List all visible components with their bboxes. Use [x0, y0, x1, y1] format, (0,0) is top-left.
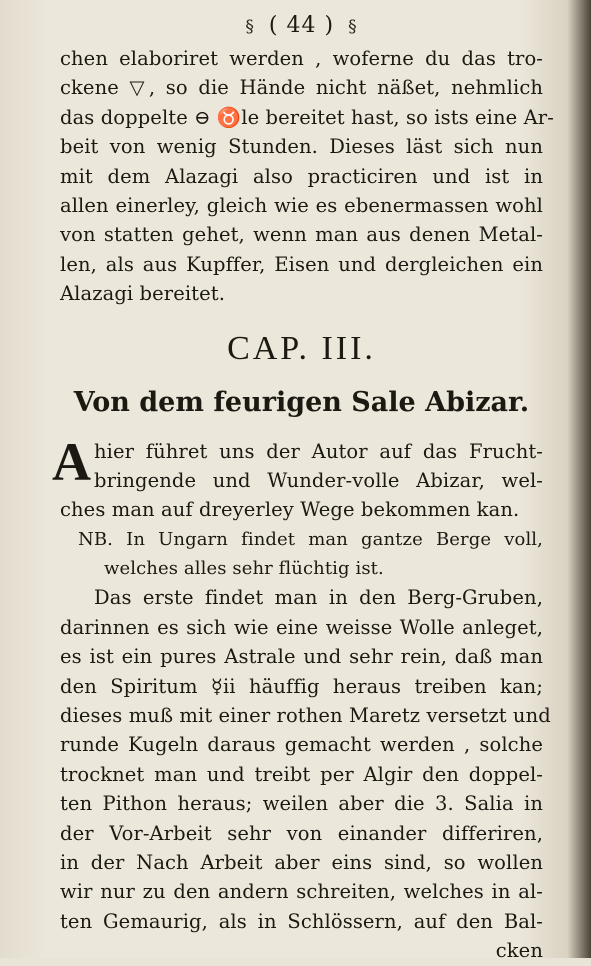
text-line: es ist ein pures Astrale und sehr rein, daß man — [60, 645, 543, 669]
text-line: Alazagi bereitet. — [60, 282, 225, 306]
chapter-heading: CAP. III. — [227, 329, 376, 367]
text-line: beit von wenig Stunden. Dieses läst sich nun — [60, 135, 543, 159]
section-title: Von dem feurigen Sale Abizar. — [73, 386, 530, 418]
text-line: mit dem Alazagi also practiciren und ist in — [60, 164, 543, 188]
text-line: wir nur zu den andern schreiten, welches in al- — [60, 880, 543, 904]
text-line: runde Kugeln daraus gemacht werden , solche — [60, 733, 543, 757]
nota-bene — [60, 525, 543, 584]
text-line: len, als aus Kupffer, Eisen und dergleichen ein — [60, 252, 543, 276]
catchword: cken — [495, 939, 543, 963]
top-paragraph — [60, 44, 554, 309]
text-line: den Spiritum ☿ii häuffig heraus treiben kan; — [60, 674, 543, 698]
text-line: von statten gehet, wenn man aus denen Metal- — [60, 223, 543, 247]
ornament-left: § — [245, 17, 255, 37]
nb-line: welches alles sehr flüchtig ist. — [104, 558, 384, 580]
first-paragraph — [52, 431, 543, 525]
text-line: ten Pithon heraus; weilen aber die 3. Salia in — [60, 792, 543, 816]
ornament-right: § — [348, 17, 358, 37]
text-line: dieses muß mit einer rothen Maretz versetzt und — [60, 704, 551, 728]
text-line: ckene ▽, so die Hände nicht näßet, nehmlich — [60, 76, 543, 100]
text-line: der Vor-Arbeit sehr von einander differiren, — [60, 821, 543, 845]
text-line: Das erste findet man in den Berg-Gruben, — [94, 586, 543, 610]
page-number: ( 44 ) — [268, 13, 335, 38]
drop-cap: A — [52, 431, 91, 492]
text-line: das doppelte ⊖ ♉le bereitet hast, so ists eine Ar- — [60, 105, 554, 129]
text-line: in der Nach Arbeit aber eins sind, so wollen — [60, 850, 543, 874]
text-line: allen einerley, gleich wie es ebenermassen wohl — [60, 193, 543, 217]
page-header — [60, 8, 543, 44]
text-line: chen elaboriret werden , woferne du das tro- — [60, 47, 543, 70]
second-paragraph — [60, 583, 551, 936]
text-line: hier führet uns der Autor auf das Frucht- — [94, 439, 543, 463]
text-line: trocknet man und treibt per Algir den doppel- — [60, 762, 543, 786]
text-line: bringende und Wunder-volle Abizar, wel- — [94, 468, 543, 492]
nb-line: NB. In Ungarn findet man gantze Berge voll, — [78, 528, 543, 550]
text-line: darinnen es sich wie eine weisse Wolle anleget, — [60, 615, 543, 639]
text-line: ten Gemaurig, als in Schlössern, auf den Bal- — [60, 909, 543, 933]
text-line: ches man auf dreyerley Wege bekommen kan. — [60, 498, 520, 522]
